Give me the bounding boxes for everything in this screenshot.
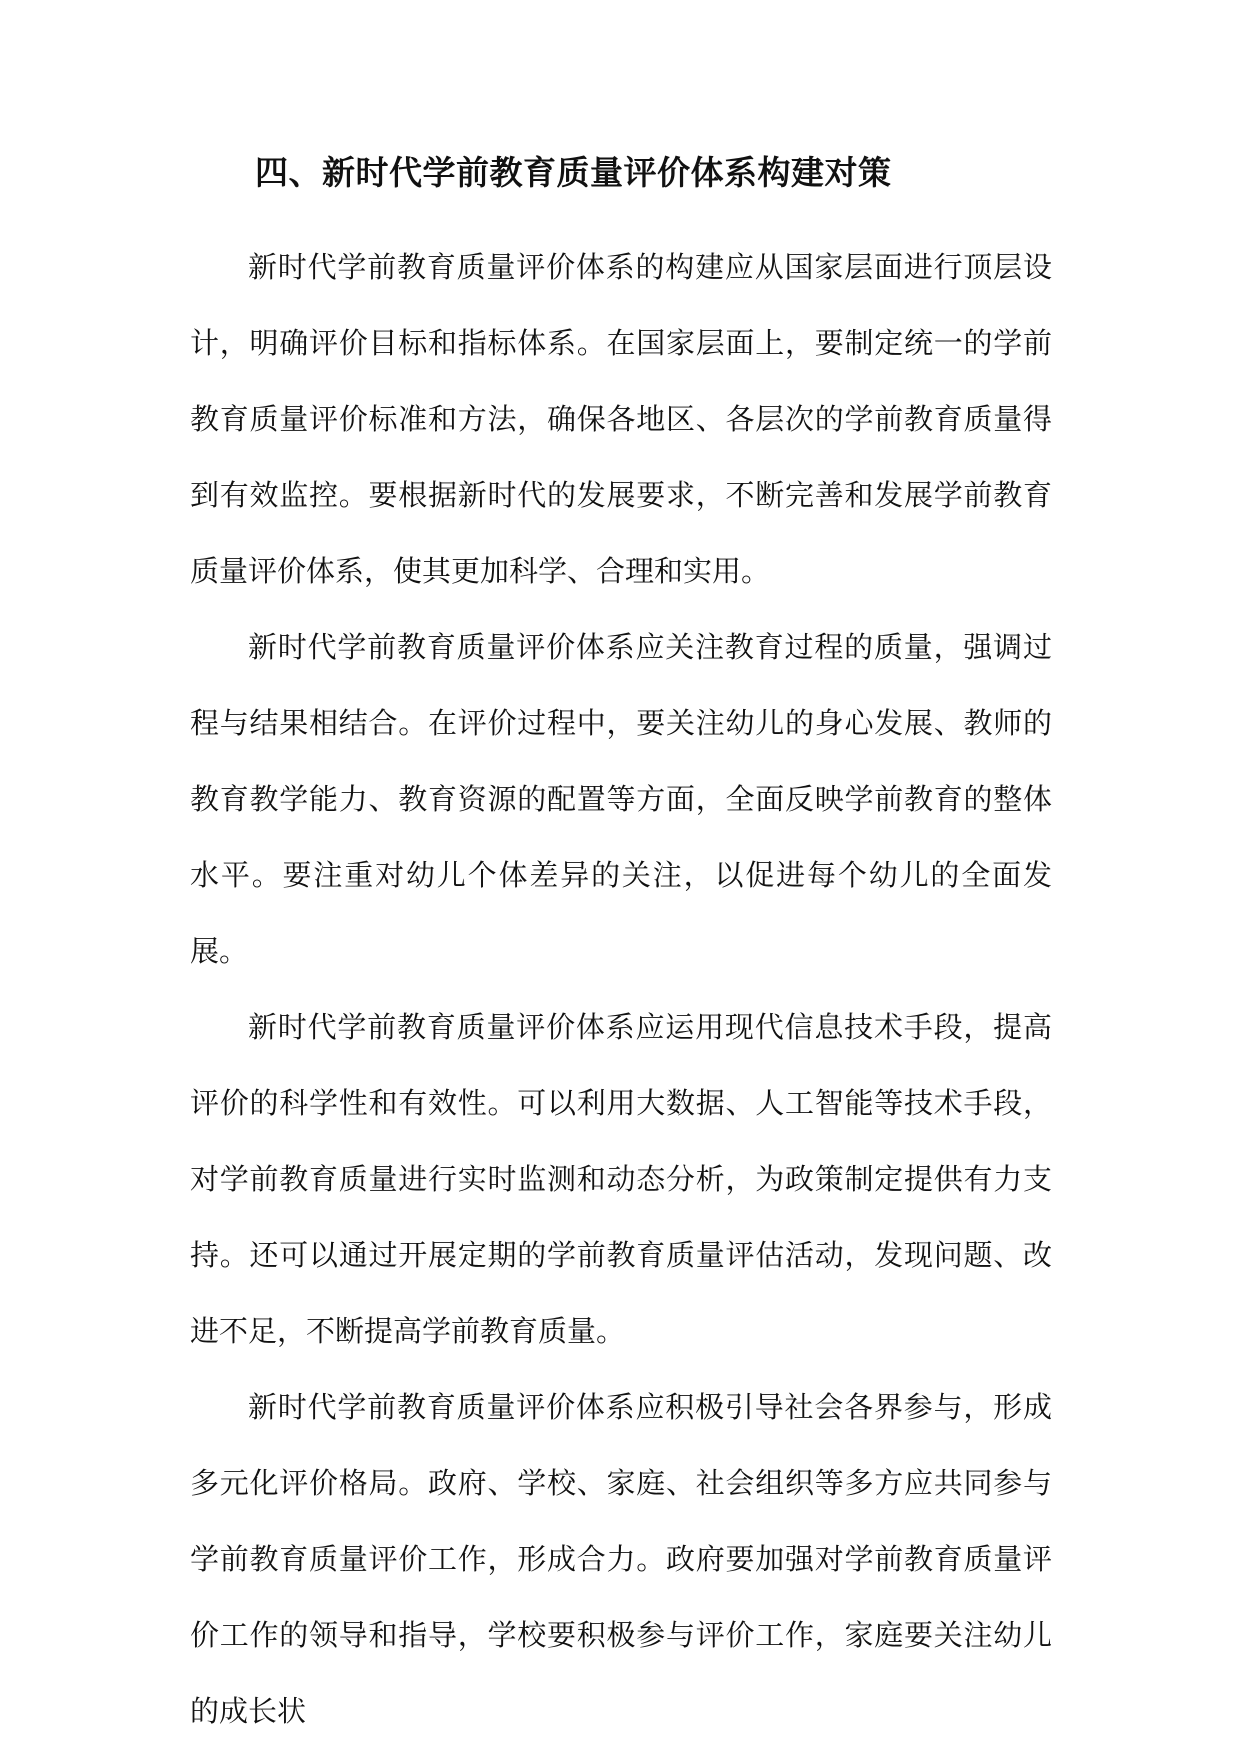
section-heading: 四、新时代学前教育质量评价体系构建对策	[255, 153, 892, 192]
paragraph-4: 新时代学前教育质量评价体系应积极引导社会各界参与，形成多元化评价格局。政府、学校、家庭、社会组织等多方应共同参与学前教育质量评价工作，形成合力。政府要加强对学前教育质量评价工作的领导和指导，学校要积极参与评价工作，家庭要关注幼儿的成长状	[190, 1390, 1052, 1728]
paragraph-3: 新时代学前教育质量评价体系应运用现代信息技术手段，提高评价的科学性和有效性。可以利用大数据、人工智能等技术手段，对学前教育质量进行实时监测和动态分析，为政策制定提供有力支持。还可以通过开展定期的学前教育质量评估活动，发现问题、改进不足，不断提高学前教育质量。	[190, 1010, 1052, 1348]
paragraph-1: 新时代学前教育质量评价体系的构建应从国家层面进行顶层设计，明确评价目标和指标体系。在国家层面上，要制定统一的学前教育质量评价标准和方法，确保各地区、各层次的学前教育质量得到有效监控。要根据新时代的发展要求，不断完善和发展学前教育质量评价体系，使其更加科学、合理和实用。	[190, 250, 1052, 588]
paragraph-2: 新时代学前教育质量评价体系应关注教育过程的质量，强调过程与结果相结合。在评价过程中，要关注幼儿的身心发展、教师的教育教学能力、教育资源的配置等方面，全面反映学前教育的整体水平。要注重对幼儿个体差异的关注，以促进每个幼儿的全面发展。	[190, 630, 1052, 968]
document-body	[190, 229, 1052, 1749]
